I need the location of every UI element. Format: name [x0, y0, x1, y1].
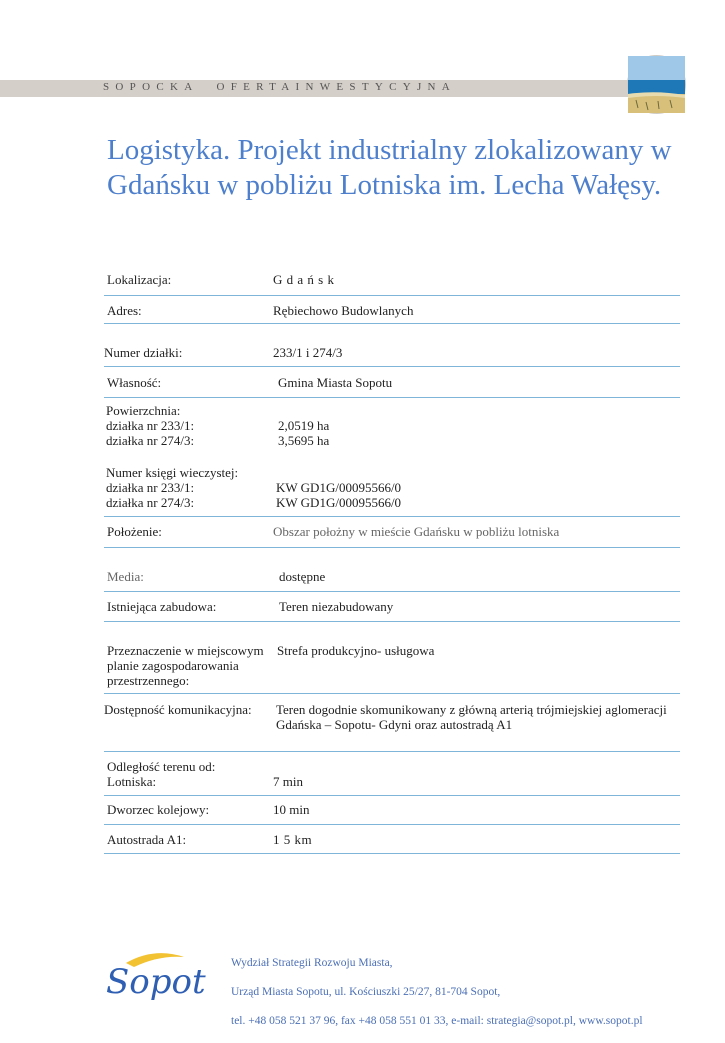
row-divider [104, 795, 680, 796]
label-przeznaczenie: Przeznaczenie w miejscowym planie zagospodarowania przestrzennego: [107, 643, 264, 688]
value-ksiega: KW GD1G/00095566/0 KW GD1G/00095566/0 [276, 480, 402, 510]
value-odleglosc: 7 min [273, 774, 303, 789]
row-divider [104, 323, 680, 324]
value-polozenie: Obszar położny w mieście Gdańsku w pobliżu lotniska [273, 524, 560, 539]
row-divider [104, 516, 680, 517]
value-lokalizacja: G d a ń s k [273, 272, 335, 287]
label-wlasnosc: Własność: [107, 375, 162, 390]
row-divider [104, 366, 680, 367]
value-dostepnosc: Teren dogodnie skomunikowany z główną arterią trójmiejskiej aglomeracji Gdańska – Sopotu- Gdyni oraz autostradą A1 [276, 702, 667, 732]
sopot-logo [104, 945, 206, 1003]
row-divider [104, 824, 680, 825]
row-divider [104, 547, 680, 548]
value-adres: Rębiechowo Budowlanych [273, 303, 414, 318]
row-divider [104, 295, 680, 296]
sea-photo-logo [627, 55, 686, 114]
value-media: dostępne [279, 569, 326, 584]
label-numer-dzialki: Numer działki: [104, 345, 183, 360]
value-autostrada: 1 5 km [273, 832, 313, 847]
label-adres: Adres: [107, 303, 142, 318]
row-divider [104, 751, 680, 752]
row-divider [104, 397, 680, 398]
row-divider [104, 693, 680, 694]
footer-contact [231, 941, 643, 1043]
label-zabudowa: Istniejąca zabudowa: [107, 599, 217, 614]
value-przeznaczenie: Strefa produkcyjno- usługowa [277, 643, 435, 658]
value-powierzchnia: 2,0519 ha 3,5695 ha [278, 418, 330, 448]
value-dworzec: 10 min [273, 802, 310, 817]
row-divider [104, 621, 680, 622]
label-lokalizacja: Lokalizacja: [107, 272, 172, 287]
label-polozenie: Położenie: [107, 524, 162, 539]
label-dworzec: Dworzec kolejowy: [107, 802, 210, 817]
footer-line-2: Urząd Miasta Sopotu, ul. Kościuszki 25/27, 81-704 Sopot, [231, 985, 501, 998]
label-ksiega: Numer księgi wieczystej: działka nr 233/1: działka nr 274/3: [106, 465, 239, 510]
header-text [103, 81, 456, 93]
footer-line-3: tel. +48 058 521 37 96, fax +48 058 551 01 33, e-mail: strategia@sopot.pl, www.sopot.pl [231, 1014, 643, 1027]
value-zabudowa: Teren niezabudowany [279, 599, 394, 614]
label-media: Media: [107, 569, 144, 584]
label-autostrada: Autostrada A1: [107, 832, 187, 847]
label-powierzchnia: Powierzchnia: działka nr 233/1: działka nr 274/3: [106, 403, 195, 448]
label-odleglosc: Odległość terenu od: Lotniska: [107, 759, 216, 789]
header-right: OFERTAINWESTYCYJNA [216, 81, 457, 93]
footer-line-1: Wydział Strategii Rozwoju Miasta, [231, 956, 393, 969]
header-left: SOPOCKA [103, 81, 199, 93]
value-wlasnosc: Gmina Miasta Sopotu [278, 375, 393, 390]
label-dostepnosc: Dostępność komunikacyjna: [104, 702, 252, 717]
logo-text: Sopot [106, 962, 206, 1002]
value-numer-dzialki: 233/1 i 274/3 [273, 345, 343, 360]
page-title: Logistyka. Projekt industrialny zlokalizowany w Gdańsku w pobliżu Lotniska im. Lecha Wałęsy. [107, 134, 672, 201]
row-divider [104, 853, 680, 854]
row-divider [104, 591, 680, 592]
